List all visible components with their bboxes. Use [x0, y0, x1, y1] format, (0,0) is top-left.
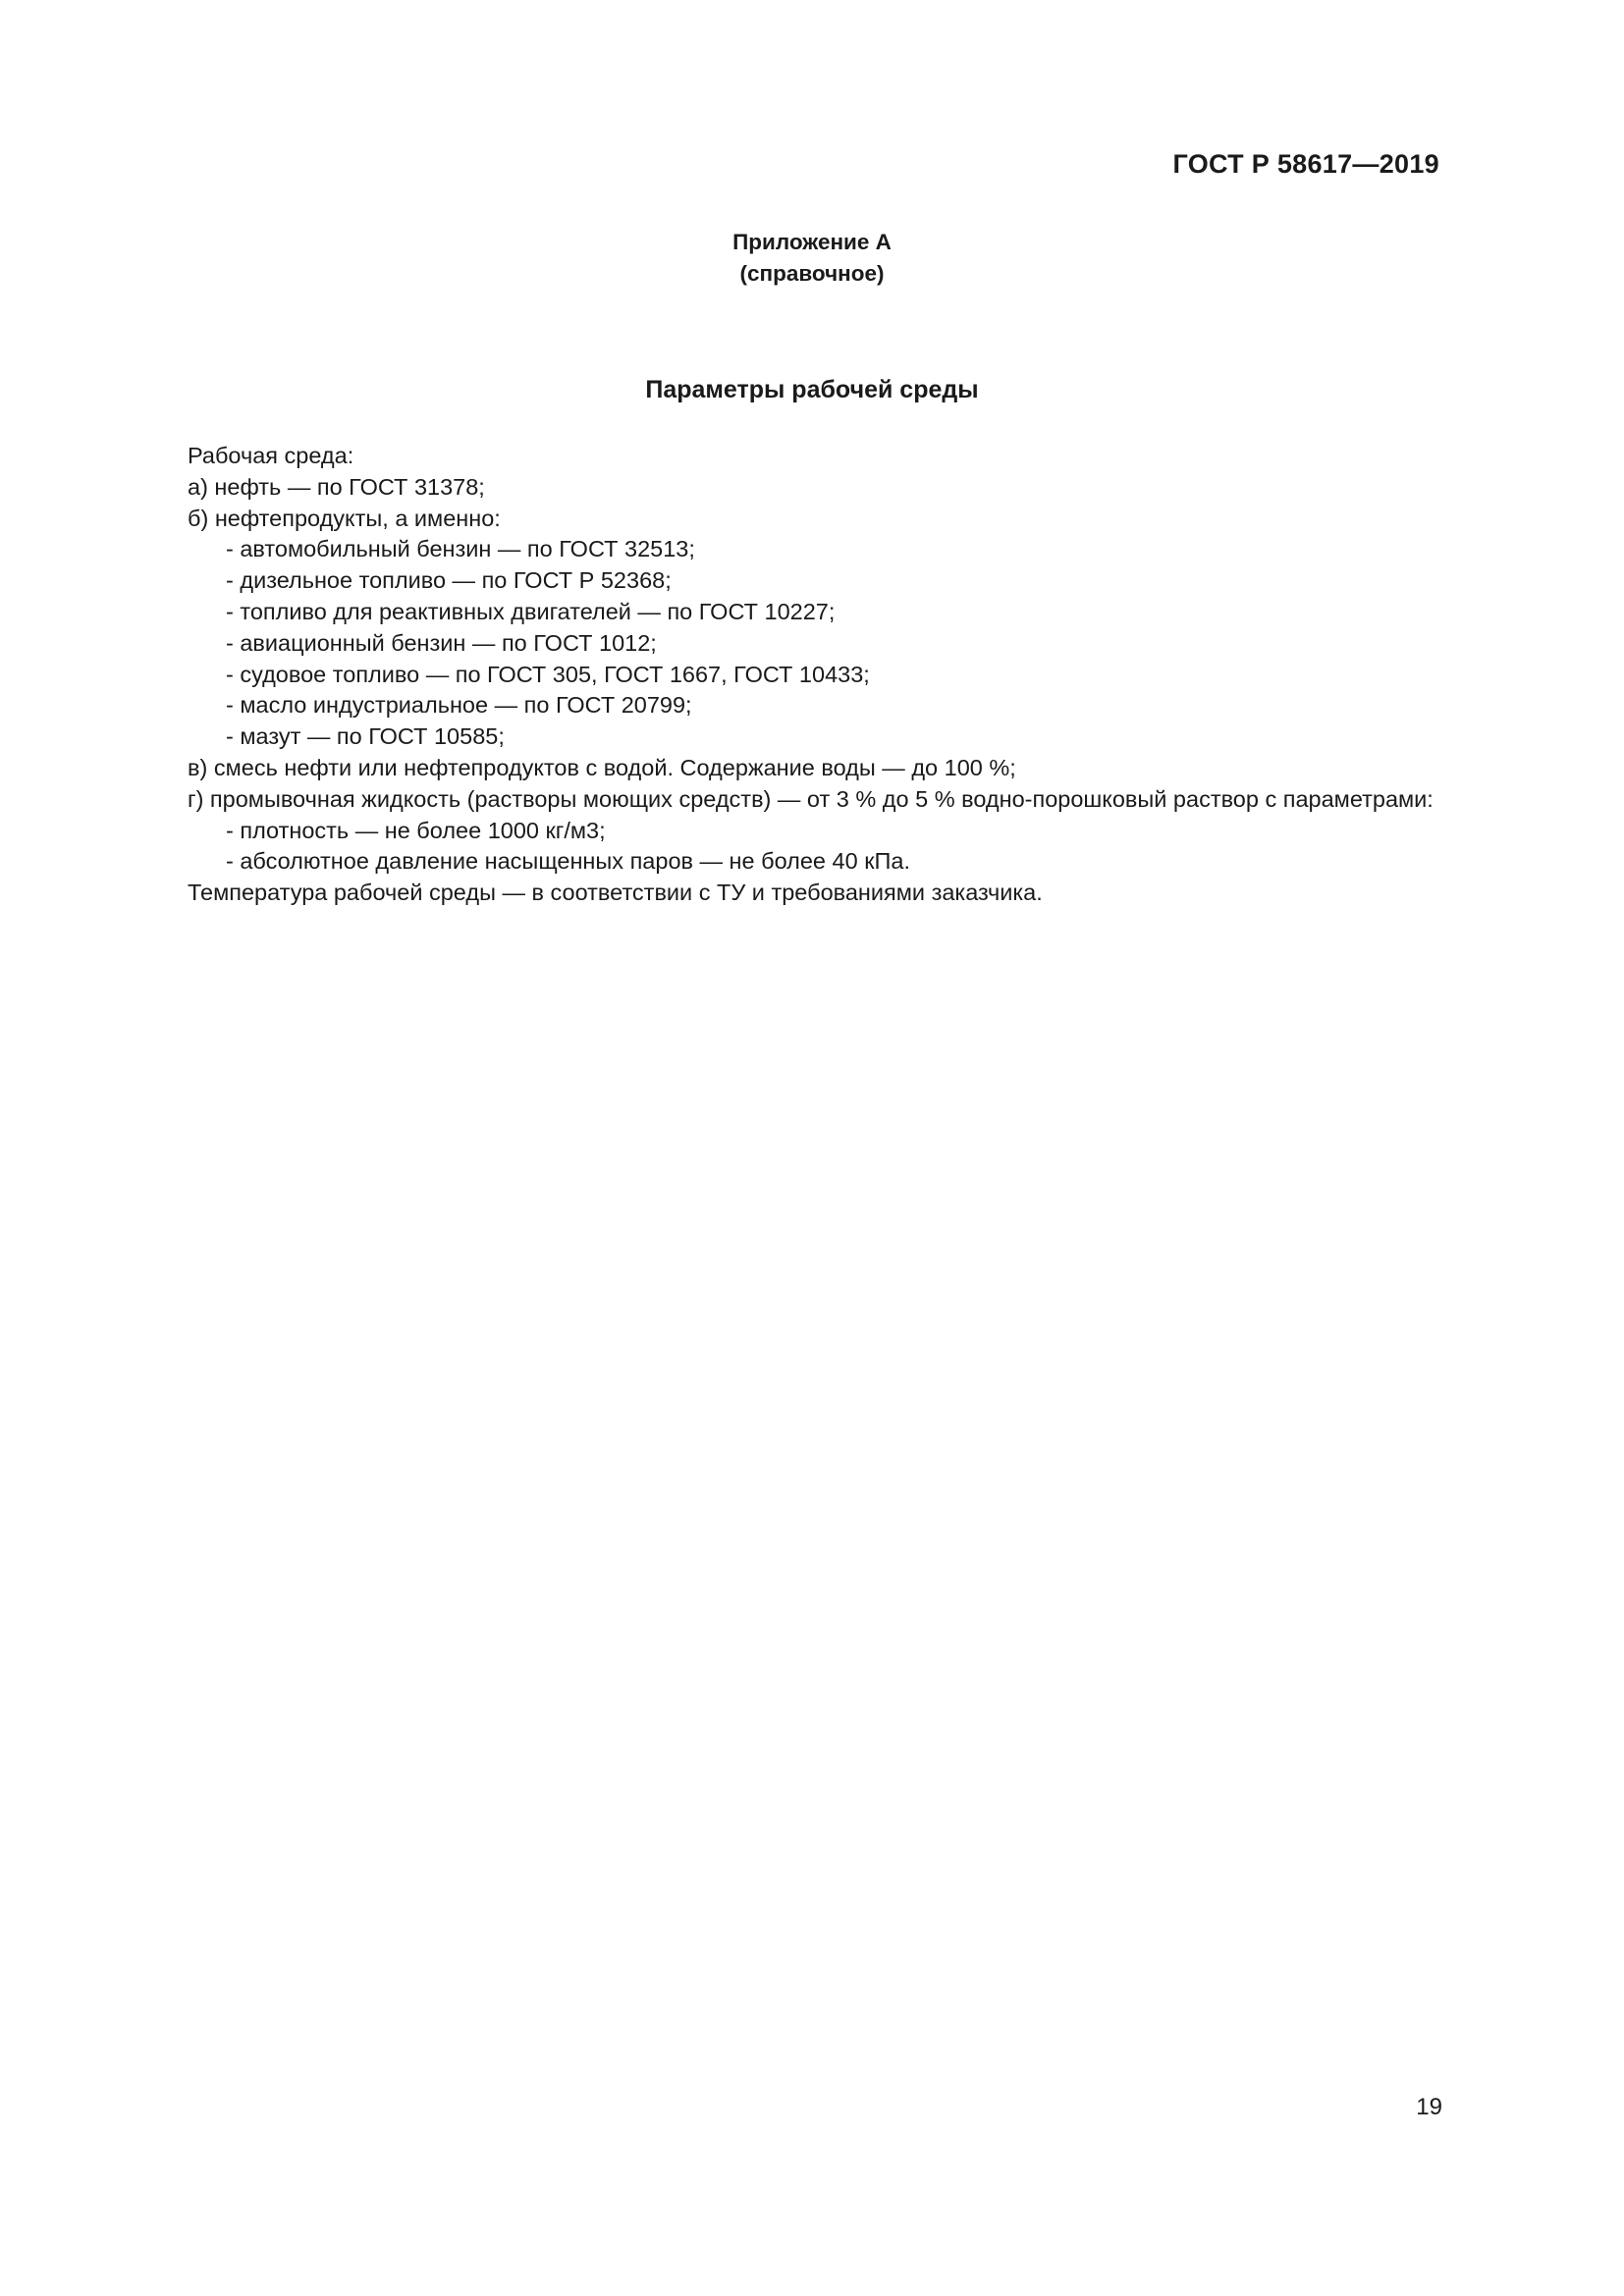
sublist-item: - абсолютное давление насыщенных паров — не более 40 кПа. [226, 848, 910, 875]
sublist-item: - плотность — не более 1000 кг/м3; [226, 817, 606, 843]
sublist-b [116, 534, 1447, 753]
sublist-item: - дизельное топливо — по ГОСТ Р 52368; [226, 567, 672, 594]
sublist-item: - топливо для реактивных двигателей — по ГОСТ 10227; [226, 598, 836, 624]
temperature-text: Температура рабочей среды — в соответствии с ТУ и требованиями заказчика. [188, 880, 1043, 906]
list-item-a: а) нефть — по ГОСТ 31378; [188, 473, 485, 500]
sublist-item: - авиационный бензин — по ГОСТ 1012; [226, 629, 657, 656]
appendix-heading [0, 227, 1624, 290]
sublist-item: - автомобильный бензин — по ГОСТ 32513; [226, 536, 695, 562]
document-body [116, 441, 1447, 909]
list-item-d: г) промывочная жидкость (растворы моющих средств) — от 3 % до 5 % водно-порошковый раствор с параметрами: [188, 785, 1434, 812]
sublist-item: - масло индустриальное — по ГОСТ 20799; [226, 692, 692, 719]
document-code: ГОСТ Р 58617—2019 [1172, 149, 1439, 179]
sublist-d [116, 816, 1447, 879]
sublist-item: - судовое топливо — по ГОСТ 305, ГОСТ 1667, ГОСТ 10433; [226, 661, 870, 687]
sublist-item: - мазут — по ГОСТ 10585; [226, 723, 505, 750]
appendix-title: Приложение А [732, 230, 892, 254]
list-item-b: б) нефтепродукты, а именно: [188, 505, 501, 531]
intro-text: Рабочая среда: [188, 443, 354, 468]
list-item-c: в) смесь нефти или нефтепродуктов с водой. Содержание воды — до 100 %; [188, 754, 1016, 780]
page-number: 19 [1416, 2094, 1442, 2120]
appendix-subtitle: (справочное) [739, 261, 885, 286]
section-title: Параметры рабочей среды [645, 376, 979, 403]
